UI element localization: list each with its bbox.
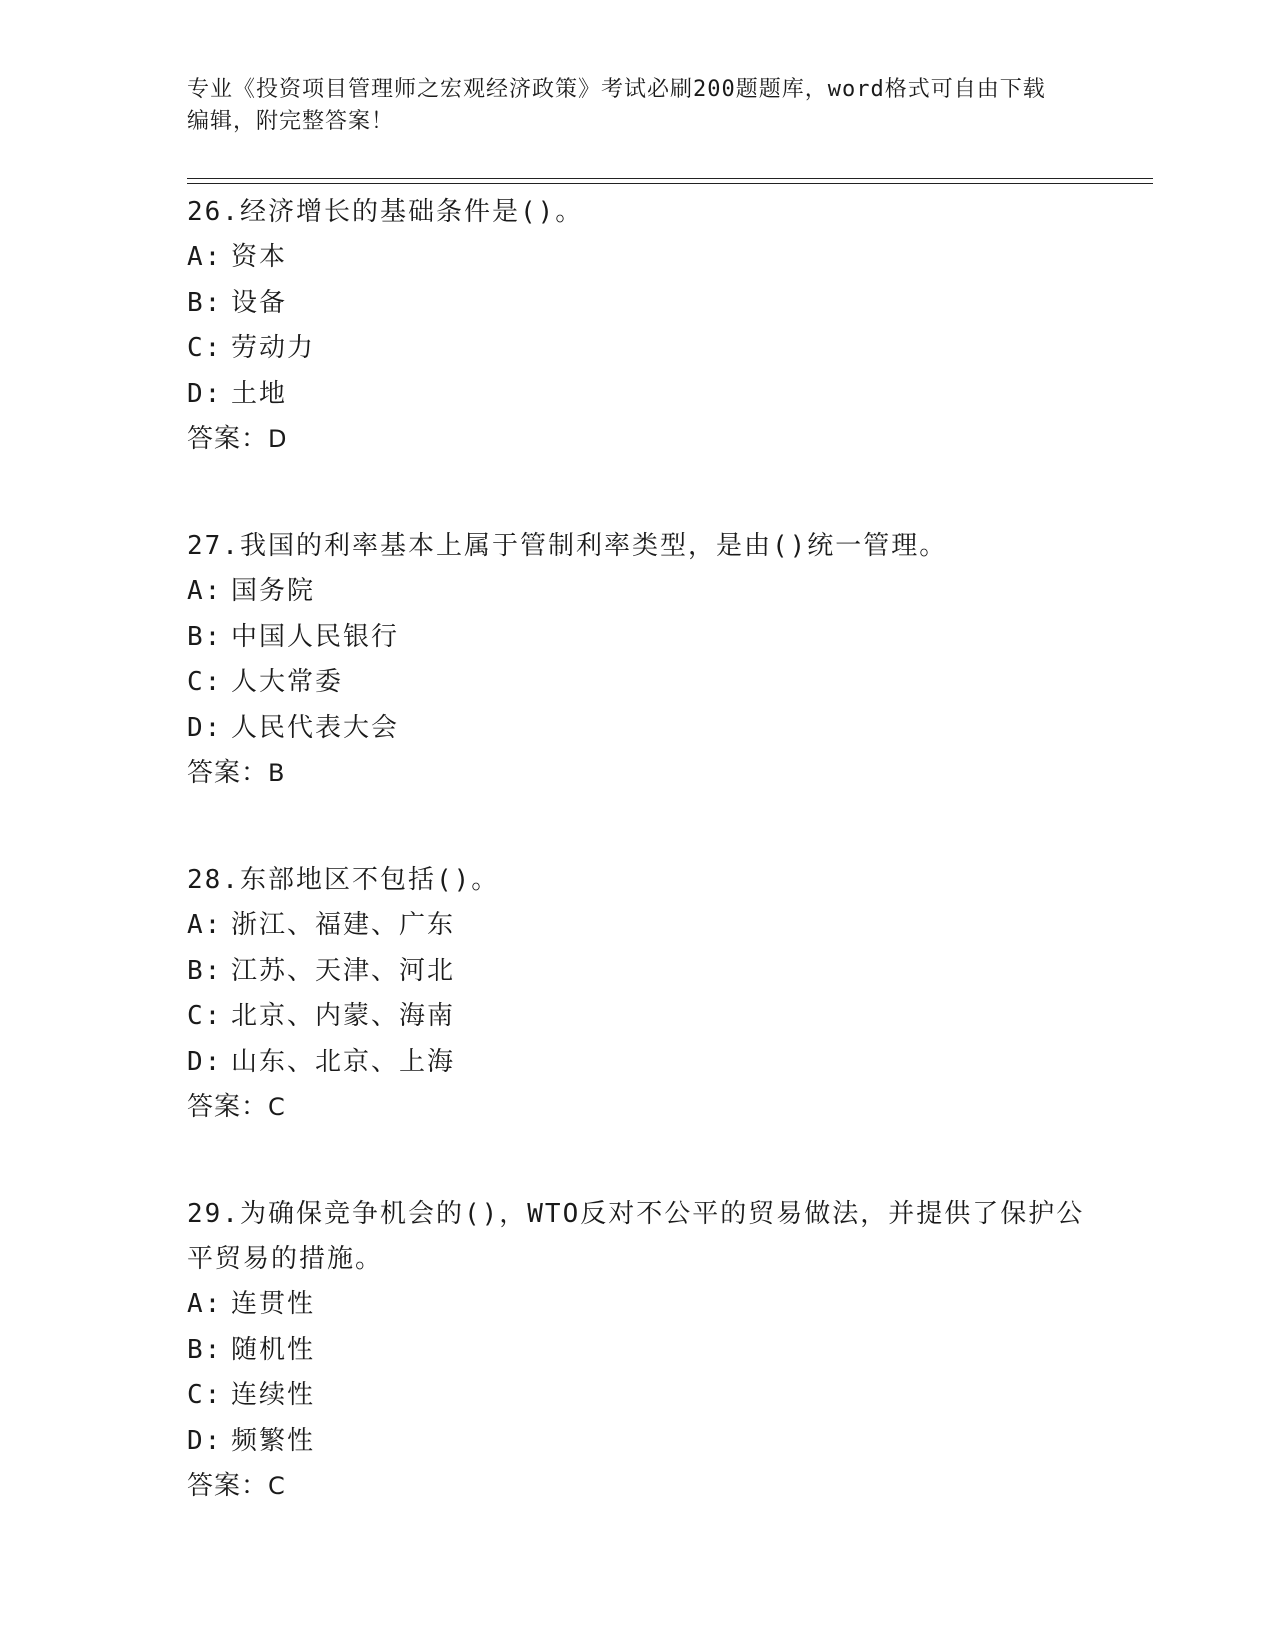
option-letter: B:	[187, 287, 223, 318]
option-letter: D:	[187, 712, 223, 743]
option-text: 频繁性	[231, 1425, 316, 1456]
option-b	[187, 949, 1087, 995]
option-d	[187, 706, 1087, 752]
answer-value: D	[268, 425, 288, 453]
answer-label: 答案：	[187, 424, 269, 454]
question-list	[187, 190, 1087, 1571]
option-letter: C:	[187, 1001, 223, 1031]
header-divider-top	[187, 178, 1153, 179]
option-c	[187, 1373, 1087, 1419]
answer-line	[187, 751, 1087, 796]
option-a	[187, 569, 1087, 615]
option-text: 国务院	[231, 576, 316, 606]
answer-label: 答案：	[187, 1471, 269, 1501]
option-letter: C:	[187, 333, 223, 363]
answer-value: C	[268, 1093, 286, 1121]
option-d	[187, 1419, 1087, 1465]
header-divider-bottom	[187, 183, 1153, 184]
option-letter: B:	[187, 621, 223, 652]
option-b	[187, 615, 1087, 661]
option-text: 随机性	[231, 1334, 316, 1365]
document-header: 专业《投资项目管理师之宏观经济政策》考试必刷200题题库，word格式可自由下载编辑，附完整答案！	[187, 77, 1046, 134]
option-a	[187, 903, 1087, 949]
option-text: 山东、北京、上海	[231, 1046, 456, 1077]
answer-label: 答案：	[187, 1092, 269, 1122]
answer-line	[187, 417, 1087, 462]
question-item	[187, 524, 1087, 796]
option-letter: B:	[187, 955, 223, 986]
question-stem: 26.经济增长的基础条件是()。	[187, 197, 584, 227]
option-letter: A:	[187, 242, 223, 272]
answer-label: 答案：	[187, 758, 269, 788]
option-text: 设备	[231, 287, 288, 318]
option-c	[187, 660, 1087, 706]
option-letter: C:	[187, 667, 223, 697]
option-letter: C:	[187, 1380, 223, 1410]
option-d	[187, 372, 1087, 418]
question-stem: 27.我国的利率基本上属于管制利率类型，是由()统一管理。	[187, 531, 948, 561]
option-letter: A:	[187, 1289, 223, 1319]
option-a	[187, 1282, 1087, 1328]
option-a	[187, 235, 1087, 281]
option-letter: D:	[187, 378, 223, 409]
option-letter: A:	[187, 576, 223, 606]
question-item	[187, 190, 1087, 462]
option-text: 资本	[231, 242, 288, 272]
option-text: 人民代表大会	[231, 712, 400, 743]
answer-value: C	[268, 1472, 286, 1500]
option-text: 人大常委	[231, 667, 344, 697]
option-text: 浙江、福建、广东	[231, 910, 456, 940]
answer-line	[187, 1464, 1087, 1509]
option-letter: B:	[187, 1334, 223, 1365]
question-item	[187, 1192, 1087, 1509]
option-text: 江苏、天津、河北	[231, 955, 456, 986]
option-text: 连续性	[231, 1380, 316, 1410]
option-b	[187, 281, 1087, 327]
option-c	[187, 994, 1087, 1040]
option-text: 连贯性	[231, 1289, 316, 1319]
option-text: 北京、内蒙、海南	[231, 1001, 456, 1031]
answer-line	[187, 1085, 1087, 1130]
question-stem: 29.为确保竞争机会的()，WTO反对不公平的贸易做法，并提供了保护公平贸易的措施。	[187, 1199, 1085, 1274]
option-letter: D:	[187, 1046, 223, 1077]
option-c	[187, 326, 1087, 372]
option-text: 土地	[231, 378, 288, 409]
option-b	[187, 1328, 1087, 1374]
option-text: 中国人民银行	[231, 621, 400, 652]
option-d	[187, 1040, 1087, 1086]
option-text: 劳动力	[231, 333, 316, 363]
option-letter: D:	[187, 1425, 223, 1456]
answer-value: B	[268, 759, 286, 787]
question-stem: 28.东部地区不包括()。	[187, 865, 500, 895]
option-letter: A:	[187, 910, 223, 940]
question-item	[187, 858, 1087, 1130]
